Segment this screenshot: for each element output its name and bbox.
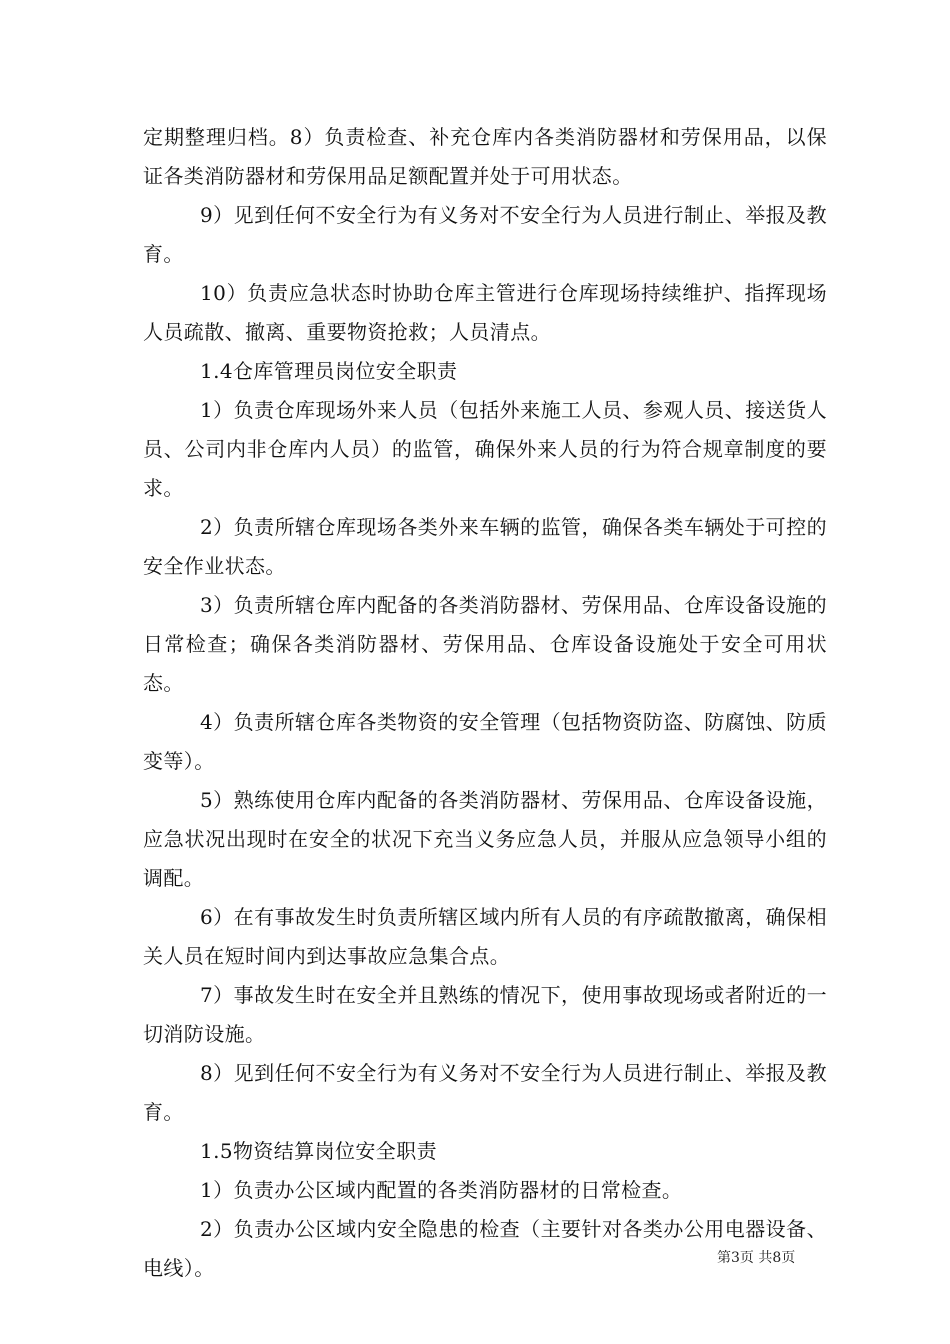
page-prefix: 第 bbox=[717, 1250, 731, 1266]
section-heading-1-5: 1.5物资结算岗位安全职责 bbox=[200, 1139, 438, 1163]
current-page-number: 3 bbox=[731, 1250, 740, 1266]
page-suffix: 页 bbox=[781, 1250, 796, 1266]
page-number-footer bbox=[717, 1249, 795, 1267]
paragraph-item-3: 3）负责所辖仓库内配备的各类消防器材、劳保用品、仓库设备设施的日常检查；确保各类消防器材、劳保用品、仓库设备设施处于安全可用状态。 bbox=[143, 593, 827, 695]
section-heading-1-4: 1.4仓库管理员岗位安全职责 bbox=[200, 359, 458, 383]
paragraph-item-6: 6）在有事故发生时负责所辖区域内所有人员的有序疏散撤离，确保相关人员在短时间内到达事故应急集合点。 bbox=[143, 905, 827, 968]
paragraph-item-2: 2）负责所辖仓库现场各类外来车辆的监管，确保各类车辆处于可控的安全作业状态。 bbox=[143, 515, 827, 578]
paragraph-item-1: 1）负责仓库现场外来人员（包括外来施工人员、参观人员、接送货人员、公司内非仓库内人员）的监管，确保外来人员的行为符合规章制度的要求。 bbox=[143, 398, 827, 500]
total-page-number: 8 bbox=[772, 1250, 782, 1266]
paragraph-item-1: 1）负责办公区域内配置的各类消防器材的日常检查。 bbox=[200, 1178, 683, 1202]
paragraph-item-7: 7）事故发生时在安全并且熟练的情况下，使用事故现场或者附近的一切消防设施。 bbox=[143, 983, 827, 1046]
paragraph-item-5: 5）熟练使用仓库内配备的各类消防器材、劳保用品、仓库设备设施，应急状况出现时在安全的状况下充当义务应急人员，并服从应急领导小组的调配。 bbox=[143, 788, 827, 890]
paragraph-item-2: 2）负责办公区域内安全隐患的检查（主要针对各类办公用电器设备、电线）。 bbox=[143, 1217, 827, 1280]
document-body bbox=[143, 118, 827, 1288]
paragraph-continuation: 定期整理归档。8）负责检查、补充仓库内各类消防器材和劳保用品，以保证各类消防器材和劳保用品足额配置并处于可用状态。 bbox=[143, 125, 827, 188]
paragraph-item-8: 8）见到任何不安全行为有义务对不安全行为人员进行制止、举报及教育。 bbox=[143, 1061, 827, 1124]
paragraph-item-4: 4）负责所辖仓库各类物资的安全管理（包括物资防盗、防腐蚀、防质变等）。 bbox=[143, 710, 827, 773]
paragraph-item-10: 10）负责应急状态时协助仓库主管进行仓库现场持续维护、指挥现场人员疏散、撤离、重要物资抢救；人员清点。 bbox=[143, 281, 827, 344]
paragraph-item-9: 9）见到任何不安全行为有义务对不安全行为人员进行制止、举报及教育。 bbox=[143, 203, 827, 266]
page-middle-text: 页 共 bbox=[739, 1250, 773, 1266]
